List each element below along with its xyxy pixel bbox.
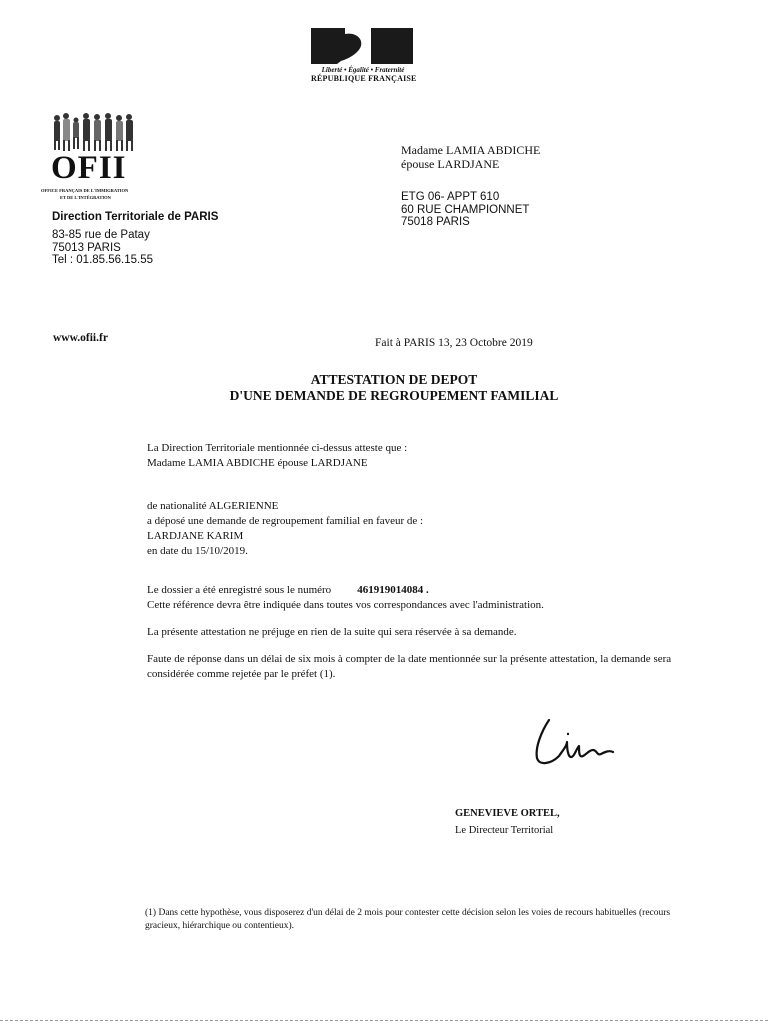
place-and-date: Fait à PARIS 13, 23 Octobre 2019 (375, 337, 533, 349)
body-line: a déposé une demande de regroupement familial en faveur de : (147, 515, 424, 527)
body-paragraph-attestation (147, 441, 407, 471)
signer-name: GENEVIEVE ORTEL, (455, 808, 560, 819)
ofii-people-logo-icon (50, 112, 136, 152)
body-line: de nationalité ALGERIENNE (147, 500, 279, 512)
recipient-spouse: épouse LARDJANE (401, 157, 500, 171)
direction-address-line: 75013 PARIS (52, 241, 121, 254)
direction-address-line: 83-85 rue de Patay (52, 229, 150, 241)
direction-title: Direction Territoriale de PARIS (52, 211, 219, 223)
body-paragraph-no-prejudice: La présente attestation ne préjuge en rien de la suite qui sera réservée à sa demande. (147, 626, 517, 638)
document-title (0, 372, 768, 404)
document-title-line1: ATTESTATION DE DEPOT (310, 372, 478, 387)
body-line: LARDJANE KARIM (147, 530, 244, 542)
body-line: Cette référence devra être indiquée dans toutes vos correspondances avec l'administration. (147, 599, 544, 611)
ofii-full-name-line1: OFFICE FRANÇAIS DE L'IMMIGRATION (41, 188, 129, 193)
direction-phone: Tel : 01.85.56.15.55 (52, 254, 154, 266)
website-link[interactable]: www.ofii.fr (53, 332, 108, 344)
recipient-address-line: 60 RUE CHAMPIONNET (401, 203, 530, 216)
republique-francaise-logo (311, 28, 415, 83)
handwritten-signature (527, 712, 622, 772)
republic-name: RÉPUBLIQUE FRANÇAISE (311, 74, 417, 83)
recipient-name: Madame LAMIA ABDICHE (401, 143, 541, 157)
body-paragraph-request (147, 499, 423, 559)
file-number-label: Le dossier a été enregistré sous le numéro (147, 584, 332, 596)
recipient-block (401, 143, 540, 171)
ofii-acronym: OFII (51, 150, 127, 186)
body-line: La Direction Territoriale mentionnée ci-dessus atteste que : (147, 442, 408, 454)
recipient-address-line: ETG 06- APPT 610 (401, 191, 500, 203)
direction-address (52, 229, 153, 267)
signer-role: Le Directeur Territorial (455, 825, 554, 836)
document-title-line2: D'UNE DEMANDE DE REGROUPEMENT FAMILIAL (229, 388, 559, 403)
body-line: Madame LAMIA ABDICHE épouse LARDJANE (147, 457, 368, 469)
footnote: (1) Dans cette hypothèse, vous disposerez d'un délai de 2 mois pour contester cette décision selon les voies de recours habituelles (recours gracieux, hiérarchique ou contentieux). (145, 908, 671, 931)
republic-motto: Liberté • Égalité • Fraternité (321, 66, 405, 74)
body-paragraph-rejection-notice: Faute de réponse dans un délai de six mois à compter de la date mentionnée sur la présente attestation, la demande sera considérée comme rejetée par le préfet (1). (147, 653, 672, 680)
ofii-full-name-line2: ET DE L'INTÉGRATION (60, 195, 111, 200)
marianne-flag-icon (311, 28, 413, 64)
page-bottom-edge (0, 1020, 768, 1021)
body-paragraph-file-number (147, 583, 544, 613)
recipient-address (401, 191, 529, 229)
recipient-address-line: 75018 PARIS (401, 216, 470, 228)
file-number: 461919014084 . (357, 584, 429, 596)
body-line: en date du 15/10/2019. (147, 545, 248, 557)
